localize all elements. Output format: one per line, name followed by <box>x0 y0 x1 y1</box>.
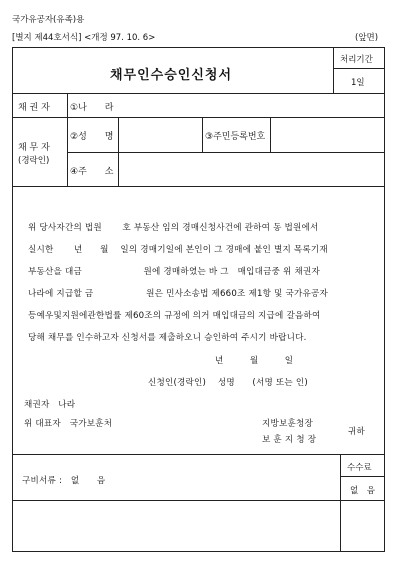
name-field[interactable] <box>120 119 200 150</box>
body-line-5: 등예우및지원에관한법률 제60조의 규정에 의거 매입대금의 지급에 갈음하여 <box>28 311 321 321</box>
form-category-label: 국가유공자(유족)용 <box>12 15 85 25</box>
recipient-suffix: 귀하 <box>348 427 366 437</box>
debtor-sub-label: (경락인) <box>18 156 50 166</box>
body-line-2: 실시한 년 월 일의 경매기일에 본인이 그 경매에 붙인 별지 목록기재 <box>28 245 328 255</box>
date-line: 년 월 일 <box>215 356 294 366</box>
body-line-1: 위 당사자간의 법원 호 부동산 임의 경매신청사건에 관하여 동 법원에서 <box>28 223 319 233</box>
body-line-6: 당해 채무를 인수하고자 신청서를 제출하오니 승인하여 주시기 바랍니다. <box>28 333 307 343</box>
body-line-4: 나라에 지급할 금 원은 민사소송법 제660조 제1항 및 국가유공자 <box>28 289 328 299</box>
applicant-line: 신청인(경락인) 성명 (서명 또는 인) <box>148 378 308 388</box>
rrn-label: ③주민등록번호 <box>205 132 266 142</box>
creditor-label: 채 권 자 <box>18 103 50 113</box>
processing-period-value: 1일 <box>351 78 365 88</box>
name-label: ②성 명 <box>70 132 114 142</box>
recipient-branch: 보 훈 지 청 장 <box>262 435 317 445</box>
processing-period-label: 처리기간 <box>340 55 373 65</box>
creditor-line: 채권자 나라 <box>24 400 76 410</box>
rrn-field[interactable] <box>272 119 382 150</box>
representative-line: 위 대표자 국가보훈처 <box>24 419 113 429</box>
debtor-label: 채 무 자 <box>18 143 50 153</box>
fee-label: 수수료 <box>347 463 372 473</box>
body-line-3: 부동산을 대금 원에 경매하였는 바 그 매입대금중 위 채권자 <box>28 267 320 277</box>
required-documents: 구비서류 : 없 음 <box>22 476 106 486</box>
creditor-value: ①나 라 <box>70 103 114 113</box>
fee-value: 없 음 <box>350 486 375 496</box>
form-number: [별지 제44호서식] <개정 97. 10. 6> <box>12 33 156 43</box>
recipient-regional: 지방보훈청장 <box>262 419 314 429</box>
form-title: 채무인수승인신청서 <box>110 68 233 83</box>
address-label: ④주 소 <box>70 167 114 177</box>
address-field[interactable] <box>120 154 382 185</box>
page-side-label: (앞면) <box>355 33 379 43</box>
